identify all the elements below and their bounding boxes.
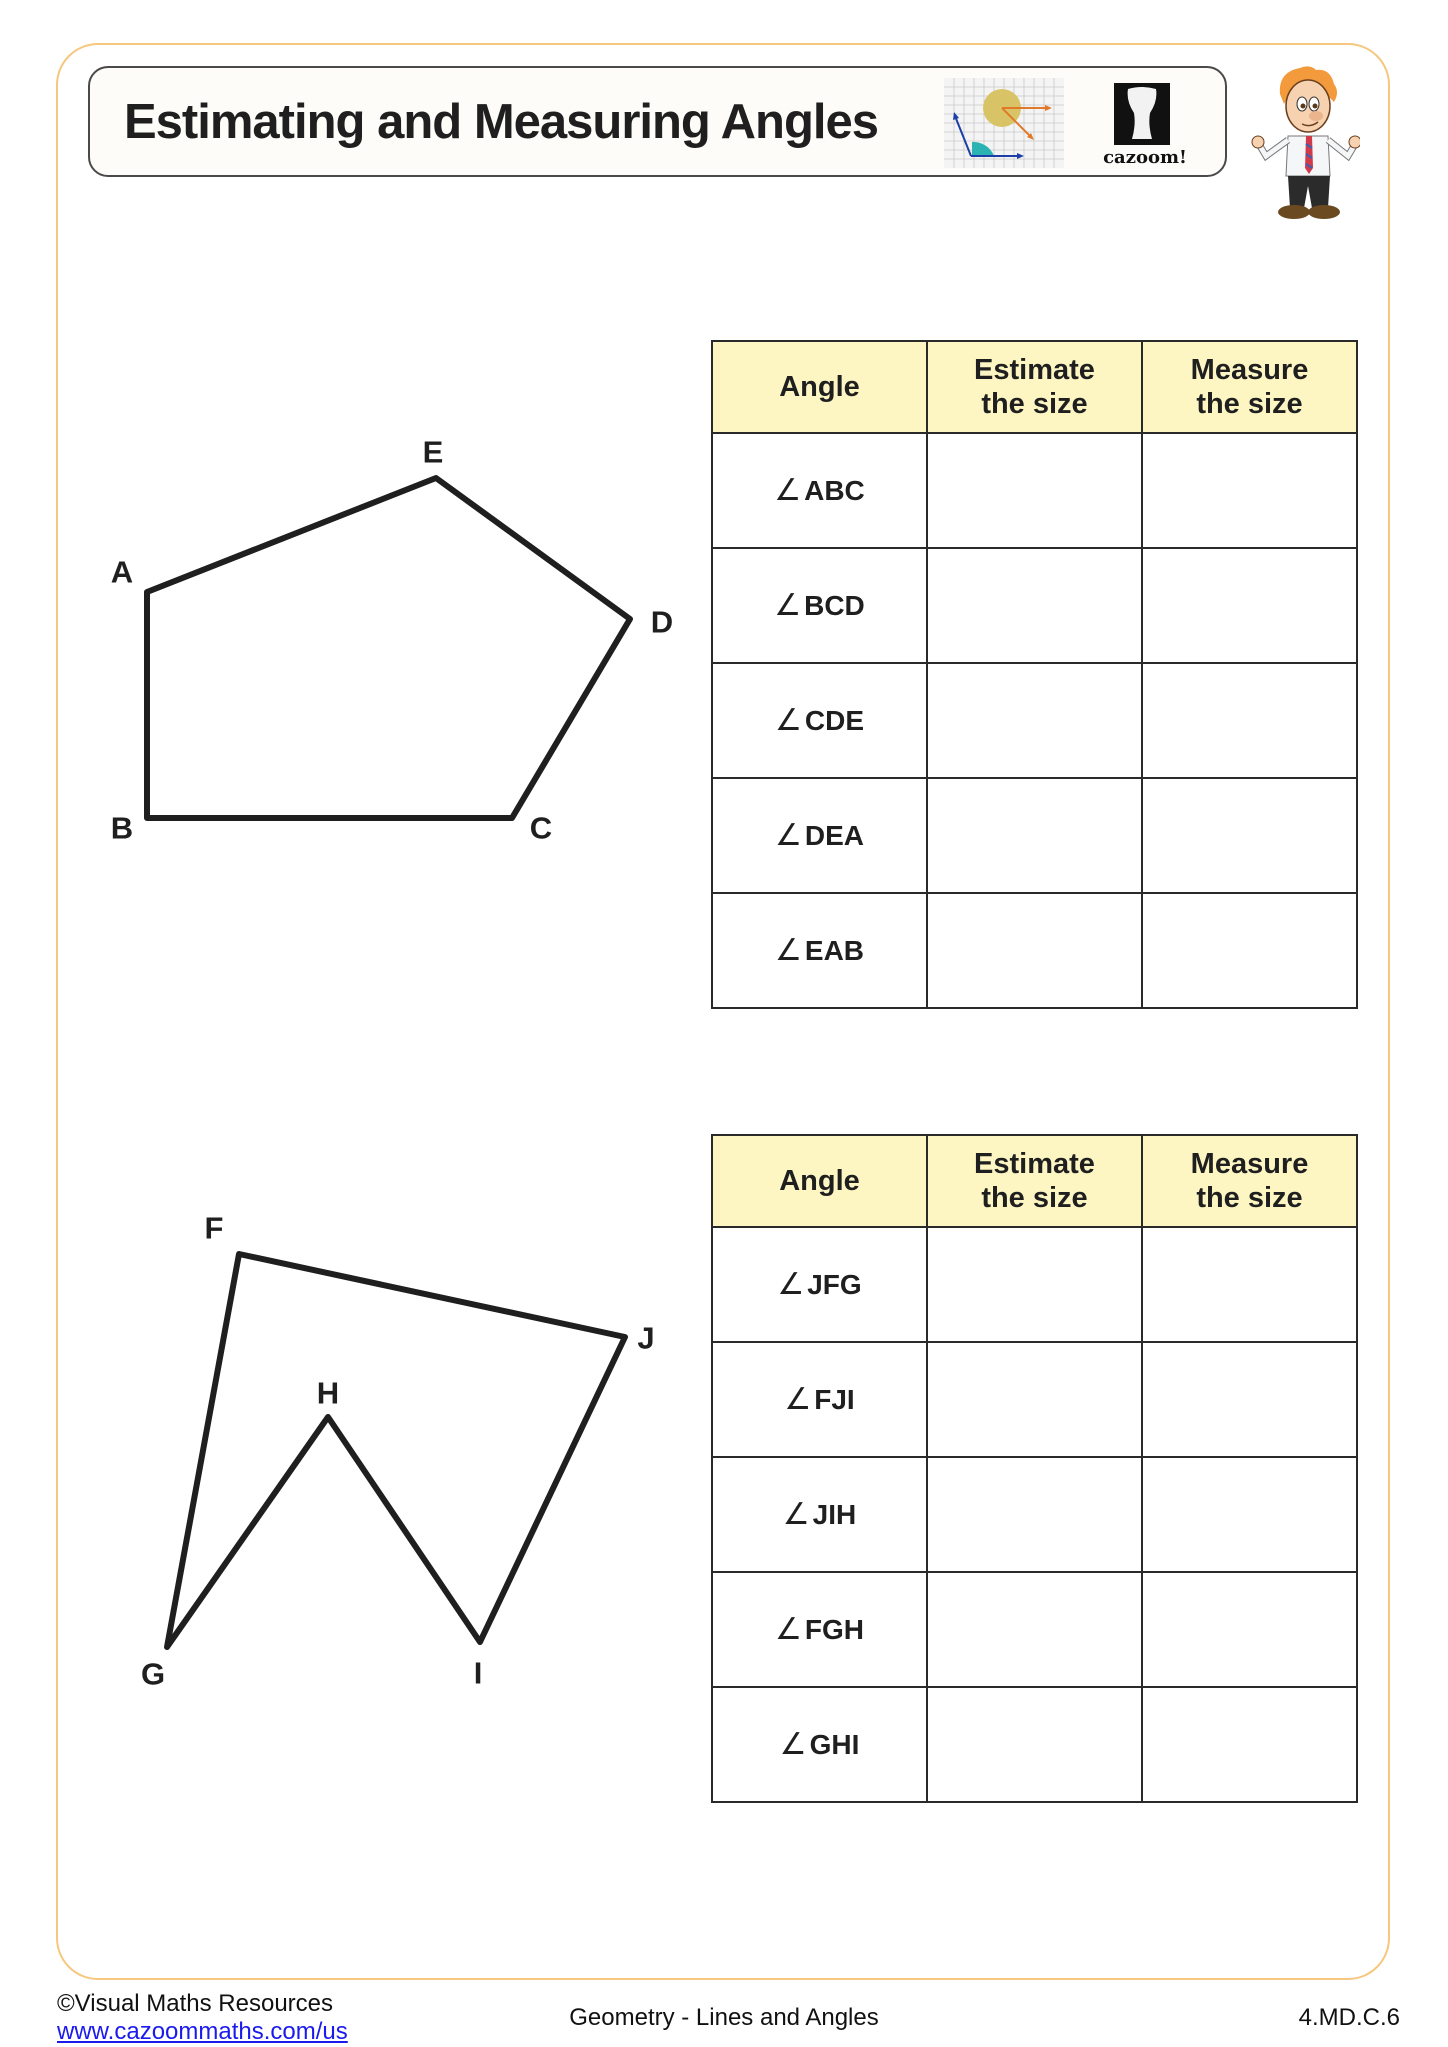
vertex-label-d: D [650, 604, 674, 640]
page-title: Estimating and Measuring Angles [124, 95, 879, 149]
angle-cell: ∠ JIH [712, 1457, 927, 1572]
measure-cell[interactable] [1142, 1227, 1357, 1342]
table-row [712, 433, 1357, 548]
estimate-cell[interactable] [927, 1342, 1142, 1457]
measure-cell[interactable] [1142, 663, 1357, 778]
footer-standard: 4.MD.C.6 [1298, 2004, 1400, 2031]
estimate-cell[interactable] [927, 1687, 1142, 1802]
vertex-label-j: J [637, 1320, 655, 1356]
angle-cell: ∠ GHI [712, 1687, 927, 1802]
angle-grid-icon [944, 78, 1064, 168]
angle-icon: ∠ [779, 1728, 807, 1761]
vertex-label-f: F [204, 1210, 224, 1246]
table-row [712, 1687, 1357, 1802]
teacher-mascot-icon [1250, 64, 1360, 226]
angle-cell: ∠ BCD [712, 548, 927, 663]
header-measure: Measure the size [1142, 341, 1357, 433]
table-row [712, 778, 1357, 893]
estimate-cell[interactable] [927, 1227, 1142, 1342]
measure-cell[interactable] [1142, 433, 1357, 548]
measure-cell[interactable] [1142, 778, 1357, 893]
measure-cell[interactable] [1142, 1572, 1357, 1687]
header-angle: Angle [712, 341, 927, 433]
table-row [712, 1342, 1357, 1457]
angle-cell: ∠ CDE [712, 663, 927, 778]
table-row [712, 1227, 1357, 1342]
estimate-cell[interactable] [927, 893, 1142, 1008]
angle-icon: ∠ [784, 1383, 812, 1416]
vertex-label-g: G [140, 1656, 166, 1692]
measure-cell[interactable] [1142, 1687, 1357, 1802]
estimate-cell[interactable] [927, 778, 1142, 893]
angle-icon: ∠ [782, 1498, 810, 1531]
vertex-label-e: E [422, 434, 444, 470]
estimate-cell[interactable] [927, 1457, 1142, 1572]
angle-cell: ∠ FGH [712, 1572, 927, 1687]
estimate-cell[interactable] [927, 548, 1142, 663]
estimate-cell[interactable] [927, 663, 1142, 778]
angle-table-2 [711, 1134, 1358, 1803]
angle-icon: ∠ [774, 704, 802, 737]
angle-icon: ∠ [774, 819, 802, 852]
angle-table-1 [711, 340, 1358, 1009]
angle-cell: ∠ FJI [712, 1342, 927, 1457]
header-measure: Measure the size [1142, 1135, 1357, 1227]
angle-icon: ∠ [774, 589, 802, 622]
header-estimate: Estimate the size [927, 341, 1142, 433]
title-banner [88, 66, 1227, 177]
measure-cell[interactable] [1142, 548, 1357, 663]
angle-cell: ∠ ABC [712, 433, 927, 548]
table-row [712, 1572, 1357, 1687]
footer-copyright: ©Visual Maths Resources [57, 1990, 334, 2017]
angle-icon: ∠ [774, 934, 802, 967]
table-row [712, 548, 1357, 663]
cazoom-logo-icon [1114, 83, 1170, 145]
measure-cell[interactable] [1142, 1342, 1357, 1457]
estimate-cell[interactable] [927, 1572, 1142, 1687]
footer-topic: Geometry - Lines and Angles [569, 2004, 879, 2031]
vertex-label-b: B [110, 810, 134, 846]
vertex-label-h: H [316, 1375, 340, 1411]
vertex-label-a: A [110, 554, 134, 590]
cazoom-logo-text: cazoom! [1103, 147, 1187, 168]
table-row [712, 893, 1357, 1008]
cazoom-logo [1103, 83, 1187, 169]
header-estimate: Estimate the size [927, 1135, 1142, 1227]
angle-icon: ∠ [777, 1268, 805, 1301]
footer-website-link[interactable]: www.cazoommaths.com/us [57, 2018, 348, 2045]
vertex-label-c: C [529, 810, 553, 846]
header-angle: Angle [712, 1135, 927, 1227]
angle-cell: ∠ EAB [712, 893, 927, 1008]
vertex-label-i: I [473, 1655, 483, 1691]
angle-cell: ∠ DEA [712, 778, 927, 893]
table-row [712, 663, 1357, 778]
table-row [712, 1457, 1357, 1572]
measure-cell[interactable] [1142, 893, 1357, 1008]
estimate-cell[interactable] [927, 433, 1142, 548]
angle-icon: ∠ [774, 474, 802, 507]
angle-cell: ∠ JFG [712, 1227, 927, 1342]
angle-icon: ∠ [774, 1613, 802, 1646]
measure-cell[interactable] [1142, 1457, 1357, 1572]
